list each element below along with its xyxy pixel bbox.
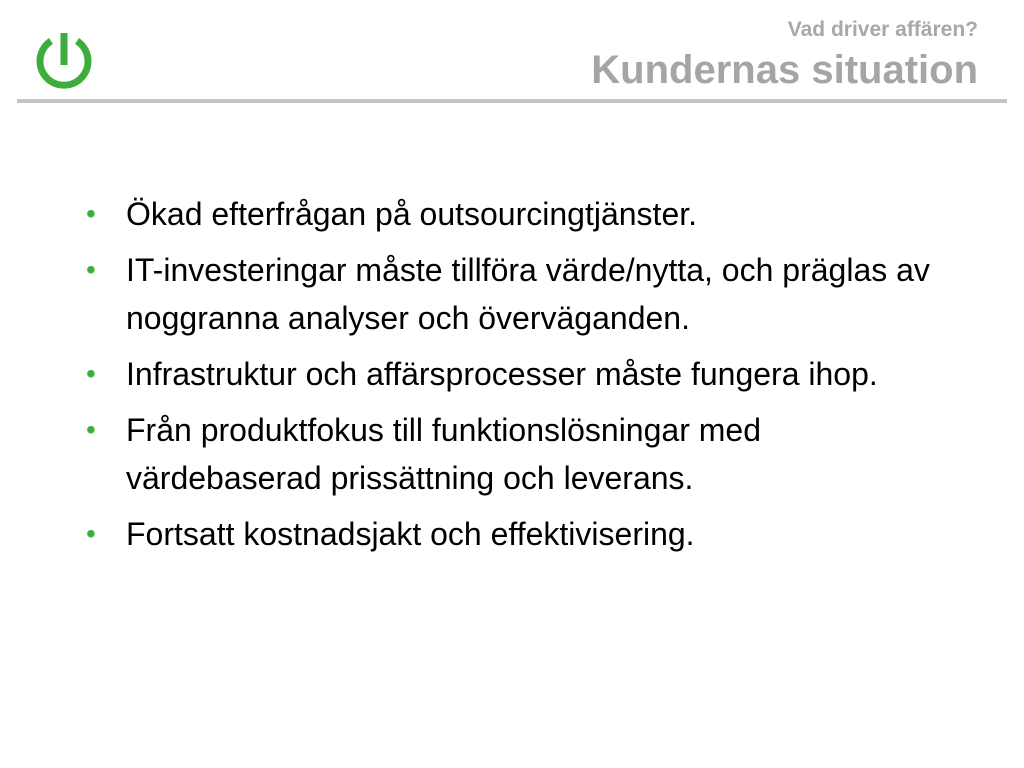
bullet-item	[86, 406, 946, 502]
section-subtitle: Vad driver affären?	[787, 18, 978, 41]
bullet-item	[86, 246, 946, 342]
power-icon	[33, 29, 95, 89]
slide-title: Kundernas situation	[591, 48, 978, 92]
bullet-marker: •	[86, 198, 96, 229]
bullet-marker: •	[86, 518, 96, 549]
bullet-text: Infrastruktur och affärsprocesser måste fungera ihop.	[126, 356, 878, 392]
bullet-list	[86, 190, 946, 566]
header-divider	[17, 99, 1007, 103]
bullet-text: Från produktfokus till funktionslösningar med värdebaserad prissättning och leverans.	[126, 412, 761, 496]
bullet-item	[86, 350, 946, 398]
bullet-text: Fortsatt kostnadsjakt och effektivisering.	[126, 516, 695, 552]
bullet-item	[86, 190, 946, 238]
bullet-item	[86, 510, 946, 558]
bullet-text: IT-investeringar måste tillföra värde/nytta, och präglas av noggranna analyser och överväganden.	[126, 252, 930, 336]
bullet-marker: •	[86, 414, 96, 445]
bullet-marker: •	[86, 358, 96, 389]
bullet-marker: •	[86, 254, 96, 285]
bullet-text: Ökad efterfrågan på outsourcingtjänster.	[126, 196, 698, 232]
